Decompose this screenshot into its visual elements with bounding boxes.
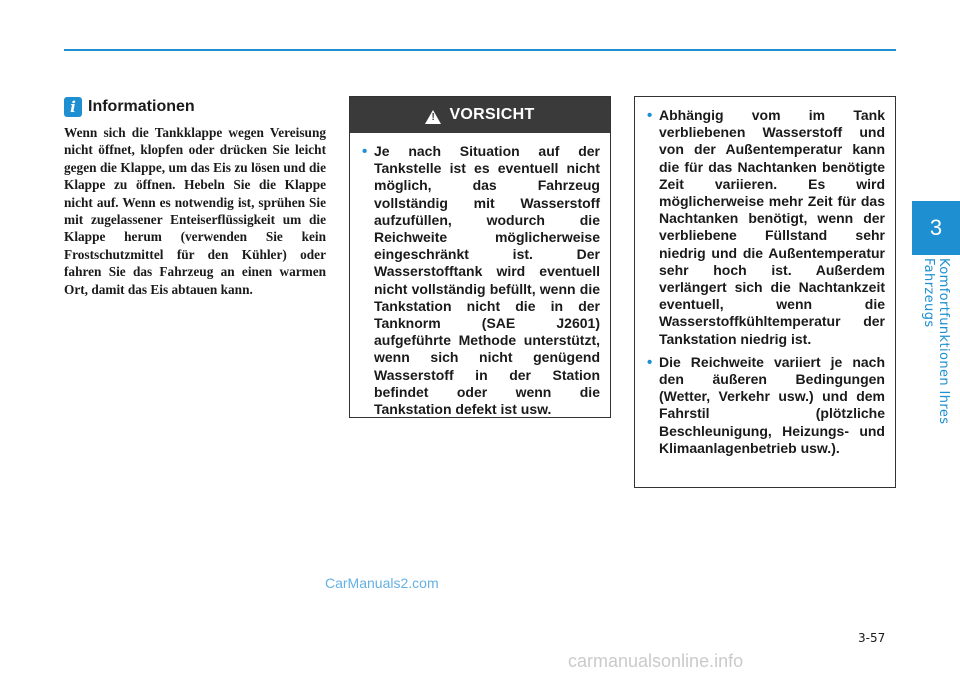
notes-list	[645, 107, 885, 457]
page-number: 3-57	[858, 631, 886, 645]
notes-item: • Die Reichweite variiert je nach den äußeren Bedingungen (Wetter, Verkehr usw.) und dem Fahrstil (plötzliche Beschleunigung, Heizungs- und Klimaanlagenbetrieb usw.).	[645, 354, 885, 457]
caution-body	[350, 133, 610, 418]
watermark-text: carmanualsonline.info	[568, 651, 744, 671]
top-divider	[64, 49, 896, 51]
info-icon: i	[64, 97, 82, 117]
notes-item: • Abhängig vom im Tank verbliebenen Wasserstoff und von der Außentemperatur kann die für das Nachtanken benötigte Zeit variieren. Es wird möglicherweise mehr Zeit für das Nachtanken benötigt, wenn der verbliebene Füllstand sehr niedrig und die Außentemperatur sehr hoch ist. Außerdem verlängert sich die Nachtankzeit eventuell, wenn die Wasserstoffkühltemperatur der Tankstation niedrig ist.	[645, 107, 885, 348]
chapter-title: Komfortfunktionen Ihres Fahrzeugs	[921, 258, 951, 425]
info-header	[64, 96, 326, 118]
caution-list	[360, 143, 600, 418]
caution-box	[349, 96, 611, 418]
caution-title: VORSICHT	[449, 106, 535, 123]
caution-item: • Je nach Situation auf der Tankstelle ist es eventuell nicht möglich, das Fahrzeug vollständig mit Wasserstoff aufzufüllen, wodurch die Reichweite möglicherweise eingeschränkt ist. Der Wasserstofftank wird eventuell nicht vollständig befüllt, wenn die Tankstation nicht die in der Tanknorm (SAE J2601) aufgeführte Methode unterstützt, wenn sich nicht genügend Wasserstoff in der Station befindet oder wenn die Tankstation defekt ist usw.	[360, 143, 600, 418]
info-section	[64, 96, 326, 298]
info-title: Informationen	[88, 98, 195, 115]
caution-header	[350, 97, 610, 133]
warning-triangle-icon	[425, 110, 441, 124]
watermark-link[interactable]: CarManuals2.com	[325, 575, 439, 591]
chapter-tab	[912, 201, 960, 255]
notes-box	[634, 96, 896, 488]
info-text: Wenn sich die Tankklappe wegen Vereisung nicht öffnet, klopfen oder drücken Sie leicht gegen die Klappe, um das Eis zu lösen und die Klappe zu öffnen. Hebeln Sie die Klappe nicht auf. Wenn es notwendig ist, sprühen Sie mit zugelassener Enteiserflüssigkeit um die Klappe herum (verwenden Sie kein Frostschutzmittel für den Kühler) oder fahren Sie das Fahrzeug an einen warmen Ort, damit das Eis abtauen kann.	[64, 125, 326, 297]
chapter-number: 3	[929, 215, 943, 240]
